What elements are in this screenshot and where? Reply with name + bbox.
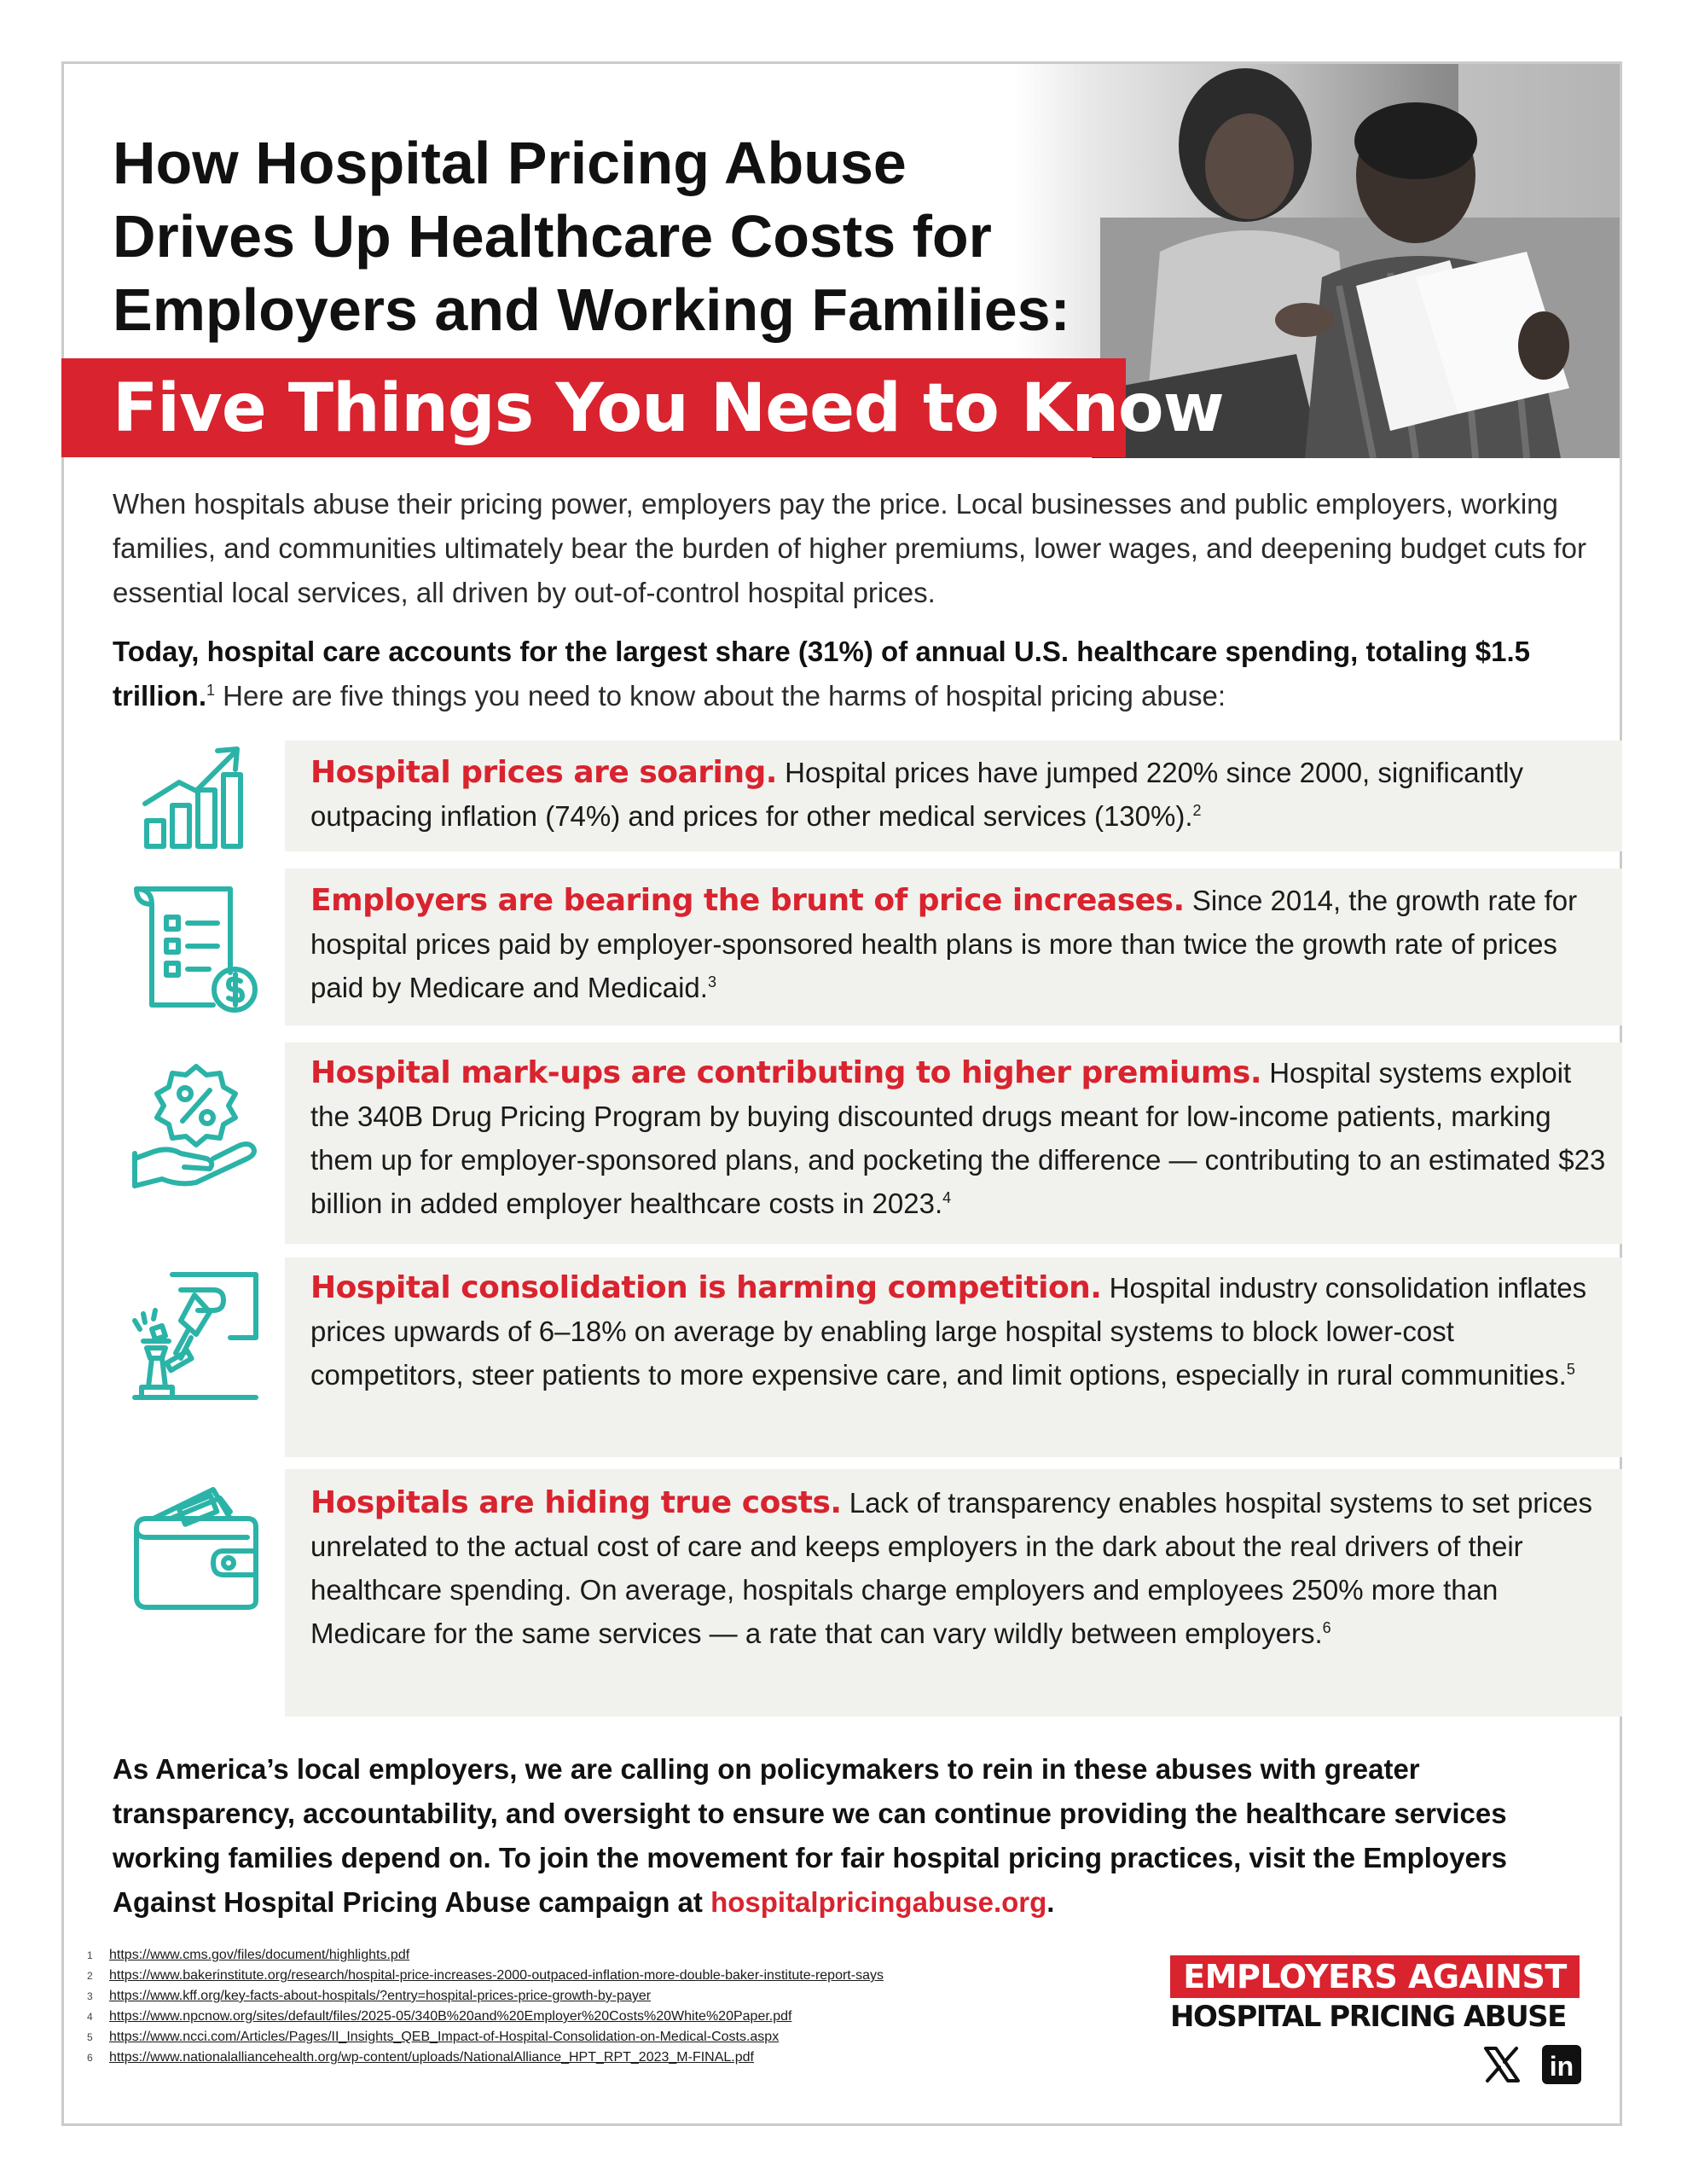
footnote-item [87, 1945, 1153, 1966]
footnote-number: 6 [87, 2052, 93, 2064]
footnote-item [87, 2007, 1153, 2027]
item-text-5 [310, 1481, 1607, 1655]
item-heading-3: Hospital mark-ups are contributing to higher premiums. [310, 1055, 1262, 1090]
footnote-link[interactable]: https://www.cms.gov/files/document/highlights.pdf [109, 1948, 410, 1962]
item-text-2 [310, 879, 1607, 1009]
title-line-3: Employers and Working Families: [113, 276, 1070, 343]
intro-paragraph: When hospitals abuse their pricing power, employers pay the price. Local businesses and public employers, working families, and communities ultimately bear the burden of higher premiums, lower wages, and deepening budget cuts for essential local services, all driven by out-of-control hospital prices. [113, 488, 1586, 608]
item-body-2: Since 2014, the growth rate for hospital prices paid by employer-sponsored health plans is more than twice the growth rate of prices paid by Medicare and Medicaid. [310, 885, 1578, 1003]
wallet-icon [128, 1484, 264, 1612]
title-line-1: How Hospital Pricing Abuse [113, 130, 907, 196]
footnote-number: 5 [87, 2031, 93, 2043]
footnote-number: 3 [87, 1990, 93, 2002]
title-line-2: Drives Up Healthcare Costs for [113, 203, 992, 270]
footnote-number: 2 [87, 1970, 93, 1982]
logo-line-2: HOSPITAL PRICING ABUSE [1170, 2000, 1566, 2034]
closing-text: As America’s local employers, we are calling on policymakers to rein in these abuses with greater transparency, accountability, and oversight to ensure we can continue providing the healthcare services working families depend on. To join the movement for fair hospital pricing practices, visit the Employers Against Hospital Pricing Abuse campaign at [113, 1753, 1508, 1918]
banner-heading: Five Things You Need to Know [113, 370, 1224, 447]
lead-paragraph [113, 630, 1588, 718]
footnote-item [87, 1986, 1153, 2007]
footnote-ref-6: 6 [1322, 1619, 1331, 1636]
closing-paragraph [113, 1747, 1580, 1925]
item-body-1: Hospital prices have jumped 220% since 2000, significantly outpacing inflation (74%) and prices for other medical services (130%). [310, 757, 1523, 832]
item-text-4 [310, 1266, 1607, 1397]
linkedin-logo-icon[interactable] [1540, 2043, 1583, 2086]
footnote-ref: 1 [206, 682, 216, 699]
footnote-ref-2: 2 [1192, 802, 1202, 819]
item-heading-4: Hospital consolidation is harming competition. [310, 1270, 1102, 1305]
item-body-3: Hospital systems exploit the 340B Drug Pricing Program by buying discounted drugs meant for low-income patients, marking them up for employer-sponsored plans, and pocketing the difference — contributing to an estimated $23 billion in added employer healthcare costs in 2023. [310, 1057, 1606, 1219]
footnote-item [87, 2048, 1153, 2068]
footnote-link[interactable]: https://www.npcnow.org/sites/default/files/2025-05/340B%20and%20Employer%20Costs%20White%20Paper.pdf [109, 2009, 792, 2024]
footnote-number: 4 [87, 2011, 93, 2023]
footnote-ref-3: 3 [707, 973, 716, 990]
footnote-link[interactable]: https://www.ncci.com/Articles/Pages/II_Insights_QEB_Impact-of-Hospital-Consolidation-on-Medical-Costs.aspx [109, 2030, 780, 2044]
lead-rest-text: Here are five things you need to know about the harms of hospital pricing abuse: [215, 680, 1226, 712]
item-heading-5: Hospitals are hiding true costs. [310, 1485, 842, 1520]
item-heading-2: Employers are bearing the brunt of price increases. [310, 883, 1185, 918]
invoice-dollar-icon [128, 879, 264, 1015]
item-heading-1: Hospital prices are soaring. [310, 755, 777, 790]
footnote-item [87, 2027, 1153, 2048]
item-text-3 [310, 1051, 1607, 1225]
footnote-link[interactable]: https://www.nationalalliancehealth.org/wp-content/uploads/NationalAlliance_HPT_RPT_2023_M-FINAL.pdf [109, 2050, 754, 2065]
closing-end: . [1046, 1886, 1055, 1918]
campaign-link[interactable]: hospitalpricingabuse.org [710, 1886, 1047, 1918]
chess-knock-over-icon [128, 1269, 264, 1406]
page-title [113, 126, 1119, 346]
item-text-1 [310, 751, 1607, 838]
linkedin-icon-text: in [1549, 2051, 1574, 2082]
footnote-link[interactable]: https://www.bakerinstitute.org/research/hospital-price-increases-2000-outpaced-inflation-more-double-baker-institute-report-says [109, 1968, 884, 1983]
footnote-number: 1 [87, 1949, 93, 1961]
item-body-4: Hospital industry consolidation inflates prices upwards of 6–18% on average by enabling large hospital systems to block lower-cost competitors, steer patients to more expensive care, and limit options, especially in rural communities. [310, 1272, 1587, 1391]
footnote-link[interactable]: https://www.kff.org/key-facts-about-hospitals/?entry=hospital-prices-price-growth-by-payer [109, 1989, 652, 2003]
footnote-ref-5: 5 [1566, 1361, 1575, 1378]
footnote-item [87, 1966, 1153, 1986]
footnotes-list [87, 1945, 1153, 2068]
item-body-5: Lack of transparency enables hospital systems to set prices unrelated to the actual cost of care and keeps employers in the dark about the real drivers of their healthcare spending. On average, hospitals charge employers and employees 250% more than Medicare for the same services — a rate that can vary wildly between employers. [310, 1487, 1592, 1649]
bar-chart-growth-icon [128, 735, 264, 855]
footnote-ref-4: 4 [942, 1189, 952, 1206]
lead-bold-text: Today, hospital care accounts for the largest share (31%) of annual U.S. healthcare spending, totaling $1.5 trillion. [113, 636, 1531, 712]
x-logo-icon[interactable] [1481, 2043, 1523, 2086]
logo-line-1: EMPLOYERS AGAINST [1170, 1955, 1580, 1998]
percent-hand-icon [128, 1058, 264, 1194]
